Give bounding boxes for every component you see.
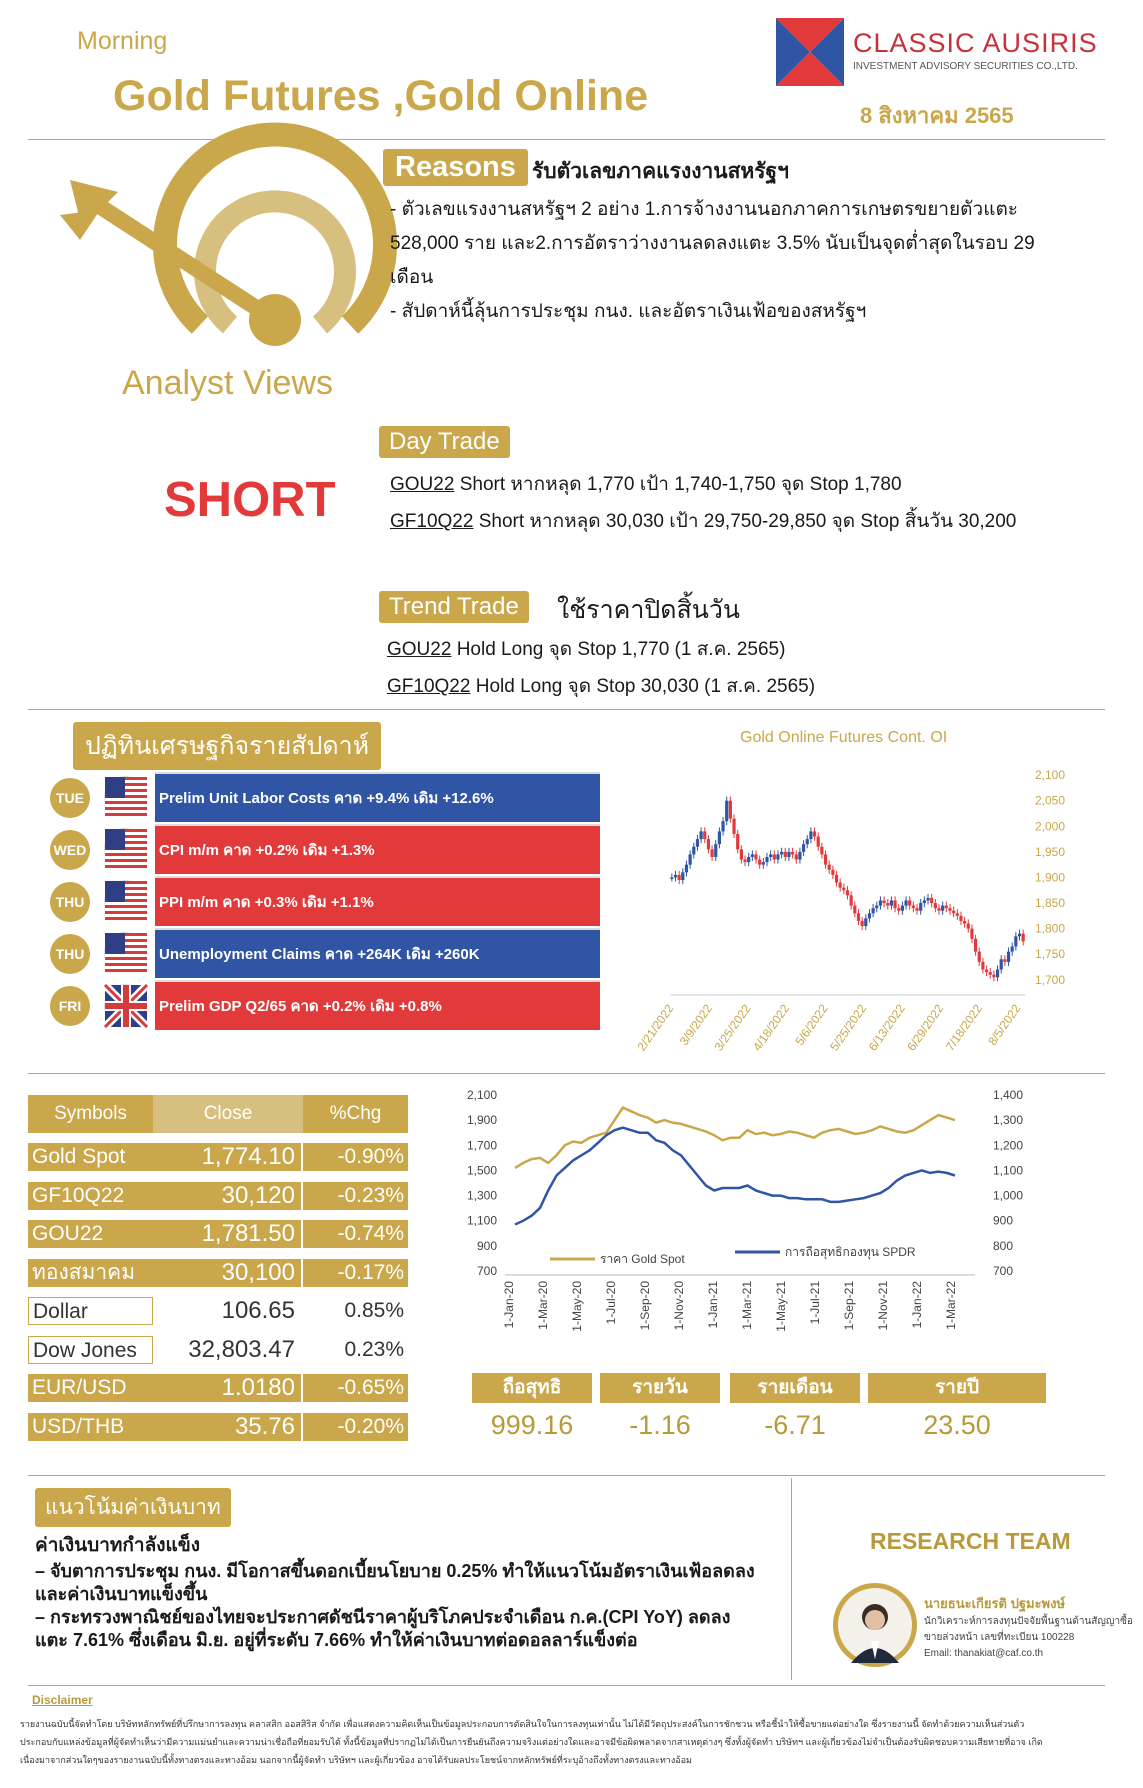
chg-cell: 0.23% (344, 1337, 404, 1361)
contract-code: GOU22 (390, 474, 455, 495)
candle (765, 857, 768, 862)
candle (842, 888, 845, 891)
signal-label: SHORT (164, 473, 336, 527)
close-cell: 30,120 (153, 1182, 301, 1210)
event-bar: Prelim Unit Labor Costs คาด +9.4% เดิม +12.6% (155, 772, 600, 822)
page-title: Gold Futures ,Gold Online (113, 72, 649, 120)
symbol-cell: USD/THB (28, 1413, 153, 1441)
disclaimer-text-2: ประกอบกับแหล่งข้อมูลที่ผู้จัดทำเห็นว่ามีความแม่นยำและความน่าเชื่อถือที่ยอมรับได้ ทั้งนี้ข้อมูลที่ปรากฏไม่ได้เป็นการยืนยันถึงความจริงแต่อย่างใดและอาจมีข้อผิดพลาดจากสาเหตุต่างๆ ซึ่งทั้งผู้จัดทำ บริษัทฯ และผู้เกี่ยวข้องไม่จำเป็นต้องรับผิดชอบความเสียหายที่อาจ เกิด (20, 1737, 1043, 1747)
candle (678, 875, 681, 880)
x-tick-label: 6/13/2022 (865, 1001, 908, 1054)
y-tick-label: 2,100 (1035, 768, 1066, 783)
candle (941, 906, 944, 911)
candle (1007, 952, 1010, 962)
y-right-tick-label: 1,000 (993, 1188, 1024, 1203)
brand-name: CLASSIC AUSIRIS (853, 28, 1098, 58)
y-right-tick-label: 1,200 (993, 1138, 1024, 1153)
close-cell: 1.0180 (153, 1374, 301, 1402)
baht-headline: ค่าเงินบาทกำลังแข็ง (35, 1535, 200, 1556)
y-tick-label: 1,900 (1035, 870, 1066, 885)
y-tick-label: 1,800 (1035, 921, 1066, 936)
reasons-line-4: - สัปดาห์นี้ลุ้นการประชุม กนง. และอัตราเงินเฟ้อของสหรัฐฯ (390, 301, 867, 322)
event-bar: CPI m/m คาด +0.2% เดิม +1.3% (155, 824, 600, 874)
candle (1003, 959, 1006, 962)
stat-daily: -1.16 (629, 1410, 691, 1440)
x-tick-label: 1-Mar-22 (944, 1281, 958, 1330)
baht-line-1: – จับตาการประชุม กนง. มีโอกาสขึ้นดอกเบี้ยนโยบาย 0.25% ทำให้แนวโน้มอัตราเงินเฟ้อลดลง (35, 1561, 755, 1581)
y-right-tick-label: 1,100 (993, 1163, 1024, 1178)
y-right-tick-label: 800 (993, 1238, 1014, 1253)
divider (28, 709, 1105, 710)
table-row (28, 1256, 408, 1290)
us-flag-icon (104, 932, 146, 974)
x-tick-label: 5/25/2022 (827, 1001, 870, 1054)
y-right-tick-label: 700 (993, 1264, 1014, 1278)
brand-subtitle: INVESTMENT ADVISORY SECURITIES CO.,LTD. (853, 61, 1078, 72)
y-tick-label: 1,950 (1035, 844, 1066, 859)
candle (1014, 936, 1017, 946)
y-left-tick-label: 900 (476, 1238, 497, 1253)
candle (864, 918, 867, 926)
day-badge: WED (50, 830, 90, 870)
avatar (833, 1583, 917, 1667)
analyst-views-label: Analyst Views (122, 364, 334, 402)
table-row (28, 1371, 408, 1405)
candle (714, 844, 717, 857)
event-bar: Prelim GDP Q2/65 คาด +0.2% เดิม +0.8% (155, 980, 600, 1030)
candle (732, 819, 735, 834)
y-tick-label: 2,050 (1035, 793, 1066, 808)
chg-cell: -0.65% (303, 1374, 408, 1402)
x-tick-label: 3/25/2022 (711, 1001, 754, 1054)
x-tick-label: 1-Mar-21 (740, 1281, 754, 1330)
disclaimer-text-3: เนื่องมาจากส่วนใดๆของรายงานฉบับนี้ทั้งทางตรงและทางอ้อม นอกจากนี้ผู้จัดทำ บริษัทฯ และผู้เกี่ยวข้อง อาจได้รับผลประโยชน์จากหลักทรัพย์ที่ระบุอ้างถึงทั้งทางตรงและทางอ้อม (20, 1755, 692, 1765)
close-cell: 32,803.47 (188, 1335, 295, 1363)
researcher-name: นายธนะเกียรติ ปฐมะพงษ์ (924, 1596, 1066, 1611)
candle (740, 849, 743, 859)
trade-text: Hold Long จุด Stop 30,030 (1 ส.ค. 2565) (470, 676, 816, 697)
candle (736, 834, 739, 849)
x-tick-label: 1-Jan-22 (910, 1281, 924, 1329)
candle (963, 921, 966, 924)
candle (802, 844, 805, 852)
candle (1022, 934, 1025, 942)
candle (996, 970, 999, 978)
candle (776, 854, 779, 859)
table-row (28, 1410, 408, 1444)
y-left-tick-label: 1,900 (466, 1113, 497, 1128)
candle (948, 908, 951, 911)
gold-spot-vs-spdr-chart (455, 1083, 1055, 1358)
candle (743, 860, 746, 863)
candle (828, 865, 831, 870)
day-trade-row-1 (390, 468, 902, 502)
candle (934, 903, 937, 908)
header-chg: %Chg (329, 1103, 382, 1124)
disclaimer-text-1: รายงานฉบับนี้จัดทำโดย บริษัทหลักทรัพย์ที่ปรึกษาการลงทุน คลาสสิก ออสสิริส จำกัด เพื่อแสดงความคิดเห็นเป็นข้อมูลประกอบการตัดสินใจในการลงทุนเท่านั้น ไม่ได้มีวัตถุประสงค์ในการชักชวน หรือชี้นำให้ซื้อขายแต่อย่างใด ซึ่งรายงานนี้ จัดทำด้วยความเห็นส่วนตัว (20, 1719, 1025, 1729)
candle (729, 801, 732, 819)
calendar-row (40, 876, 600, 926)
candle (703, 831, 706, 839)
disclaimer-title: Disclaimer (32, 1693, 93, 1707)
y-left-tick-label: 1,300 (466, 1188, 497, 1203)
y-left-tick-label: 1,700 (466, 1138, 497, 1153)
baht-line-4: แตะ 7.61% ซึ่งเดือน มิ.ย. อยู่ที่ระดับ 7.66% ทำให้ค่าเงินบาทต่อดอลลาร์แข็งต่อ (35, 1630, 638, 1650)
candle (970, 929, 973, 939)
candle (1018, 934, 1021, 937)
candle (985, 970, 988, 973)
reasons-line-3: เดือน (390, 267, 434, 288)
candle (813, 831, 816, 836)
y-right-tick-label: 1,300 (993, 1113, 1024, 1128)
chg-cell: -0.23% (303, 1182, 408, 1210)
trend-trade-row-2 (387, 670, 815, 704)
candle (978, 952, 981, 962)
research-title: RESEARCH TEAM (870, 1528, 1071, 1554)
calendar-row (40, 980, 600, 1030)
report-date: 8 สิงหาคม 2565 (860, 103, 1014, 128)
header-symbols: Symbols (54, 1103, 127, 1124)
candle (681, 872, 684, 880)
candle (857, 913, 860, 921)
candle (721, 821, 724, 831)
candle (817, 837, 820, 847)
candle (926, 898, 929, 901)
candle (875, 906, 878, 909)
x-tick-label: 1-May-20 (570, 1281, 584, 1332)
vertical-divider (791, 1478, 792, 1680)
candle (959, 916, 962, 921)
candle (956, 913, 959, 916)
candle (820, 847, 823, 855)
chg-cell: 0.85% (344, 1299, 404, 1322)
stat-yearly: 23.50 (923, 1410, 991, 1440)
table-row (28, 1333, 408, 1367)
candle (890, 900, 893, 905)
researcher-email: Email: thanakiat@caf.co.th (924, 1648, 1044, 1659)
candle-chart-title: Gold Online Futures Cont. OI (740, 729, 948, 746)
x-tick-label: 5/6/2022 (792, 1001, 831, 1048)
candle (674, 875, 677, 878)
candle (839, 883, 842, 888)
contract-code: GF10Q22 (390, 511, 474, 532)
symbol-cell: GOU22 (28, 1220, 153, 1248)
candle (780, 852, 783, 855)
candle (897, 908, 900, 911)
x-tick-label: 8/5/2022 (985, 1001, 1024, 1048)
candle (809, 831, 812, 839)
x-tick-label: 3/9/2022 (676, 1001, 716, 1048)
candle (835, 875, 838, 883)
x-tick-label: 1-Mar-20 (536, 1281, 550, 1330)
gold-spot-line (515, 1108, 955, 1168)
event-bar: PPI m/m คาด +0.3% เดิม +1.1% (155, 876, 600, 926)
close-cell: 30,100 (153, 1259, 301, 1287)
stat-monthly: -6.71 (764, 1410, 826, 1440)
brand-logo (776, 18, 844, 86)
candle (758, 860, 761, 865)
candle (919, 903, 922, 911)
trade-text: Hold Long จุด Stop 1,770 (1 ส.ค. 2565) (451, 639, 786, 660)
x-tick-label: 6/29/2022 (904, 1001, 947, 1054)
candle (967, 923, 970, 928)
symbol-cell: Dow Jones (28, 1336, 153, 1364)
x-tick-label: 4/18/2022 (750, 1001, 793, 1054)
stat-header-monthly: รายเดือน (730, 1373, 860, 1403)
legend-label: การถือสุทธิกองทุน SPDR (785, 1245, 916, 1259)
candle (882, 900, 885, 903)
candle (853, 906, 856, 914)
candle (696, 839, 699, 847)
candle (915, 908, 918, 911)
y-right-tick-label: 1,400 (993, 1088, 1024, 1102)
candle (952, 911, 955, 914)
candle (685, 865, 688, 873)
candle (795, 854, 798, 859)
symbol-cell: Gold Spot (28, 1143, 153, 1171)
candle (992, 975, 995, 978)
candle (861, 921, 864, 926)
candle (912, 906, 915, 909)
divider (28, 1685, 1105, 1686)
gold-online-futures-chart (634, 755, 1080, 1055)
calendar-title: ปฏิทินเศรษฐกิจรายสัปดาห์ (73, 722, 381, 770)
x-tick-label: 1-Nov-20 (672, 1281, 686, 1331)
symbol-cell: GF10Q22 (28, 1182, 153, 1210)
candle (824, 854, 827, 864)
table-row (28, 1179, 408, 1213)
x-tick-label: 1-May-21 (774, 1281, 788, 1332)
researcher-role: นักวิเคราะห์การลงทุนปัจจัยพื้นฐานด้านสัญญาซื้อ (924, 1616, 1133, 1627)
candle (974, 939, 977, 952)
candle (798, 852, 801, 860)
y-tick-label: 2,000 (1035, 819, 1066, 834)
candle (806, 839, 809, 844)
x-tick-label: 1-Jan-21 (706, 1281, 720, 1329)
chg-cell: -0.20% (303, 1413, 408, 1441)
y-tick-label: 1,750 (1035, 947, 1066, 962)
candle (846, 890, 849, 895)
x-tick-label: 1-Jul-20 (604, 1281, 618, 1325)
y-left-tick-label: 700 (476, 1264, 497, 1278)
event-bar: Unemployment Claims คาด +264K เดิม +260K (155, 928, 600, 978)
chg-cell: -0.17% (303, 1259, 408, 1287)
baht-tag: แนวโน้มค่าเงินบาท (35, 1488, 231, 1527)
candle (773, 854, 776, 859)
candle (937, 908, 940, 911)
researcher-license: ขายล่วงหน้า เลขที่ทะเบียน 100228 (924, 1632, 1075, 1643)
symbol-cell: Dollar (28, 1297, 153, 1325)
chg-cell: -0.74% (303, 1220, 408, 1248)
y-tick-label: 1,700 (1035, 972, 1066, 987)
candle (831, 870, 834, 875)
us-flag-icon (104, 828, 146, 870)
candle (725, 801, 728, 821)
calendar-row (40, 824, 600, 874)
stat-header-yearly: รายปี (868, 1373, 1046, 1403)
day-badge: THU (50, 882, 90, 922)
y-right-tick-label: 900 (993, 1213, 1014, 1228)
close-cell: 106.65 (221, 1297, 295, 1324)
candle (904, 900, 907, 905)
candle (787, 852, 790, 857)
candle (769, 854, 772, 857)
x-tick-label: 1-Sep-20 (638, 1281, 652, 1331)
contract-code: GF10Q22 (387, 676, 471, 697)
day-badge: TUE (50, 778, 90, 818)
trade-text: Short หากหลุด 1,770 เป้า 1,740-1,750 จุด Stop 1,780 (454, 474, 902, 495)
symbol-cell: ทองสมาคม (28, 1259, 153, 1287)
table-row (28, 1294, 408, 1328)
candle (868, 913, 871, 918)
candle (751, 854, 754, 857)
divider (28, 139, 1105, 140)
candle (718, 831, 721, 844)
day-badge: THU (50, 934, 90, 974)
header-close: Close (153, 1095, 303, 1133)
reasons-line-1: - ตัวเลขแรงงานสหรัฐฯ 2 อย่าง 1.การจ้างงานนอกภาคการเกษตรขยายตัวแตะ (390, 199, 1018, 220)
stat-net: 999.16 (490, 1410, 574, 1440)
morning-label: Morning (77, 27, 168, 55)
uk-flag-icon (104, 984, 146, 1026)
table-row (28, 1140, 408, 1174)
legend-label: ราคา Gold Spot (600, 1252, 685, 1266)
reasons-headline: รับตัวเลขภาคแรงงานสหรัฐฯ (532, 160, 789, 183)
trend-trade-headline: ใช้ราคาปิดสิ้นวัน (557, 596, 740, 624)
candle (901, 906, 904, 911)
y-left-tick-label: 2,100 (466, 1088, 497, 1102)
candle (710, 849, 713, 857)
baht-line-2: และค่าเงินบาทแข็งขึ้น (35, 1584, 208, 1604)
target-arrow-icon (60, 170, 360, 390)
candle (762, 862, 765, 865)
contract-code: GOU22 (387, 639, 452, 660)
reasons-line-2: 528,000 ราย และ2.การอัตราว่างงานลดลงแตะ 3.5% นับเป็นจุดต่ำสุดในรอบ 29 (390, 233, 1035, 254)
candle (945, 906, 948, 909)
candle (989, 972, 992, 975)
calendar-row (40, 772, 600, 822)
calendar-row (40, 928, 600, 978)
candle (689, 854, 692, 864)
divider (28, 1475, 1105, 1476)
symbol-cell: EUR/USD (28, 1374, 153, 1402)
day-trade-row-2 (390, 505, 1016, 539)
x-tick-label: 2/21/2022 (634, 1001, 677, 1054)
candle (754, 854, 757, 859)
y-left-tick-label: 1,100 (466, 1213, 497, 1228)
trend-trade-row-1 (387, 633, 785, 667)
candle (1011, 947, 1014, 952)
chg-cell: -0.90% (303, 1143, 408, 1171)
x-tick-label: 1-Jan-20 (502, 1281, 516, 1329)
candle (850, 895, 853, 905)
us-flag-icon (104, 880, 146, 922)
reasons-tag: Reasons (383, 149, 528, 186)
candle (923, 900, 926, 903)
candle (872, 908, 875, 913)
candle (893, 900, 896, 908)
x-tick-label: 1-Jul-21 (808, 1281, 822, 1325)
candle (981, 962, 984, 970)
day-badge: FRI (50, 986, 90, 1026)
trade-text: Short หากหลุด 30,030 เป้า 29,750-29,850 จุด Stop สิ้นวัน 30,200 (473, 511, 1017, 532)
stat-header-net: ถือสุทธิ (472, 1373, 592, 1403)
candle (930, 898, 933, 903)
candle (692, 847, 695, 855)
y-tick-label: 1,850 (1035, 896, 1066, 911)
day-trade-tag: Day Trade (379, 426, 510, 458)
baht-line-3: – กระทรวงพาณิชย์ของไทยจะประกาศดัชนีราคาผู้บริโภคประจำเดือน ก.ค.(CPI YoY) ลดลง (35, 1607, 731, 1627)
x-tick-label: 1-Sep-21 (842, 1281, 856, 1331)
candle (700, 831, 703, 839)
trend-trade-tag: Trend Trade (379, 591, 529, 623)
candle (707, 839, 710, 849)
candle (670, 877, 673, 879)
candle (886, 903, 889, 906)
candle (1000, 959, 1003, 969)
x-tick-label: 7/18/2022 (942, 1001, 985, 1054)
close-cell: 1,774.10 (153, 1143, 301, 1171)
candle (784, 852, 787, 857)
candle (879, 900, 882, 905)
close-cell: 35.76 (153, 1413, 301, 1441)
table-row (28, 1217, 408, 1251)
stat-header-daily: รายวัน (600, 1373, 720, 1403)
candle (791, 852, 794, 855)
x-tick-label: 1-Nov-21 (876, 1281, 890, 1331)
candle (747, 857, 750, 862)
y-left-tick-label: 1,500 (466, 1163, 497, 1178)
candle (908, 900, 911, 905)
divider (28, 1073, 1105, 1074)
close-cell: 1,781.50 (153, 1220, 301, 1248)
us-flag-icon (104, 776, 146, 818)
